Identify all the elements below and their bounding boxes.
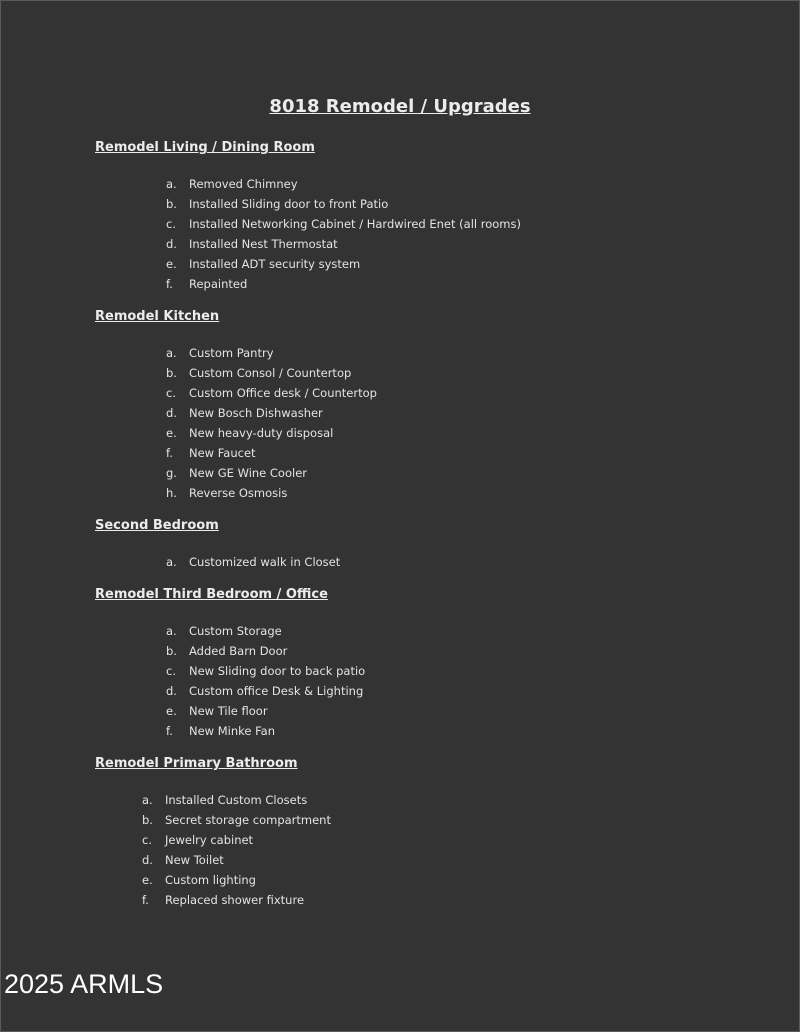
list-item-text: Installed Nest Thermostat (189, 237, 338, 251)
list-item-text: Repainted (189, 277, 248, 291)
list-marker: c. (166, 664, 176, 678)
list-marker: a. (166, 555, 177, 569)
list-item (166, 343, 377, 363)
list-item (142, 810, 331, 830)
list-item (166, 423, 377, 443)
list-marker: b. (166, 644, 177, 658)
list-item (166, 681, 365, 701)
list-item-text: Customized walk in Closet (189, 555, 341, 569)
list-item (166, 274, 521, 294)
list-item-text: Installed Sliding door to front Patio (189, 197, 389, 211)
section-heading-kitchen: Remodel Kitchen (95, 309, 220, 324)
list-item-text: Removed Chimney (189, 177, 298, 191)
list-item-text: New Sliding door to back patio (189, 664, 366, 678)
list-marker: b. (142, 813, 153, 827)
list-item-text: Custom lighting (165, 873, 256, 887)
section-heading-second-bedroom: Second Bedroom (95, 518, 219, 533)
list-marker: b. (166, 197, 177, 211)
list-item-text: New Bosch Dishwasher (189, 406, 323, 420)
list-kitchen (166, 343, 377, 503)
document-title: 8018 Remodel / Upgrades (269, 96, 531, 117)
list-item (166, 641, 365, 661)
list-item-text: Installed ADT security system (189, 257, 361, 271)
list-item (166, 234, 521, 254)
list-marker: f. (142, 893, 149, 907)
list-marker: d. (166, 684, 177, 698)
list-marker: a. (166, 624, 177, 638)
list-marker: a. (166, 177, 177, 191)
list-item (166, 721, 365, 741)
list-item (166, 254, 521, 274)
list-third-bedroom (166, 621, 365, 741)
list-item (166, 701, 365, 721)
list-marker: g. (166, 466, 177, 480)
list-item (166, 483, 377, 503)
list-marker: c. (142, 833, 152, 847)
list-item-text: Custom Consol / Countertop (189, 366, 352, 380)
list-marker: h. (166, 486, 177, 500)
list-marker: f. (166, 446, 173, 460)
section-heading-living-dining: Remodel Living / Dining Room (95, 140, 315, 155)
section-heading-third-bedroom: Remodel Third Bedroom / Office (95, 587, 328, 602)
armls-watermark: 2025 ARMLS (4, 969, 164, 999)
list-item (166, 661, 365, 681)
list-marker: f. (166, 724, 173, 738)
list-item-text: Installed Custom Closets (165, 793, 308, 807)
list-item-text: Reverse Osmosis (189, 486, 288, 500)
list-marker: d. (166, 406, 177, 420)
list-item-text: Secret storage compartment (165, 813, 331, 827)
list-primary-bathroom (142, 790, 331, 910)
list-item-text: New GE Wine Cooler (189, 466, 308, 480)
list-item (166, 174, 521, 194)
list-item-text: Installed Networking Cabinet / Hardwired Enet (all rooms) (189, 217, 521, 231)
list-item (166, 194, 521, 214)
list-item-text: New Toilet (165, 853, 224, 867)
list-item (142, 850, 331, 870)
list-marker: b. (166, 366, 177, 380)
list-marker: e. (142, 873, 153, 887)
list-marker: d. (142, 853, 153, 867)
list-item (166, 363, 377, 383)
list-item (142, 890, 331, 910)
list-item (166, 443, 377, 463)
list-item-text: New Tile floor (189, 704, 268, 718)
list-item (142, 870, 331, 890)
list-marker: c. (166, 386, 176, 400)
list-item-text: Added Barn Door (189, 644, 288, 658)
list-item (166, 214, 521, 234)
list-item-text: Custom Pantry (189, 346, 274, 360)
list-item (166, 621, 365, 641)
list-item (142, 790, 331, 810)
list-item-text: Jewelry cabinet (165, 833, 254, 847)
list-item-text: New Faucet (189, 446, 256, 460)
section-heading-primary-bathroom: Remodel Primary Bathroom (95, 756, 298, 771)
list-marker: e. (166, 426, 177, 440)
list-living-dining (166, 174, 521, 294)
list-marker: a. (142, 793, 153, 807)
list-item (142, 830, 331, 850)
list-item-text: New heavy-duty disposal (189, 426, 334, 440)
list-marker: a. (166, 346, 177, 360)
list-item-text: New Minke Fan (189, 724, 276, 738)
list-item-text: Custom Storage (189, 624, 282, 638)
list-marker: c. (166, 217, 176, 231)
list-item-text: Replaced shower fixture (165, 893, 305, 907)
list-marker: f. (166, 277, 173, 291)
list-item (166, 383, 377, 403)
list-item (166, 403, 377, 423)
list-item-text: Custom Office desk / Countertop (189, 386, 377, 400)
list-marker: d. (166, 237, 177, 251)
list-marker: e. (166, 704, 177, 718)
list-item (166, 463, 377, 483)
list-item-text: Custom office Desk & Lighting (189, 684, 364, 698)
list-item (166, 552, 340, 572)
list-second-bedroom (166, 552, 340, 572)
list-marker: e. (166, 257, 177, 271)
